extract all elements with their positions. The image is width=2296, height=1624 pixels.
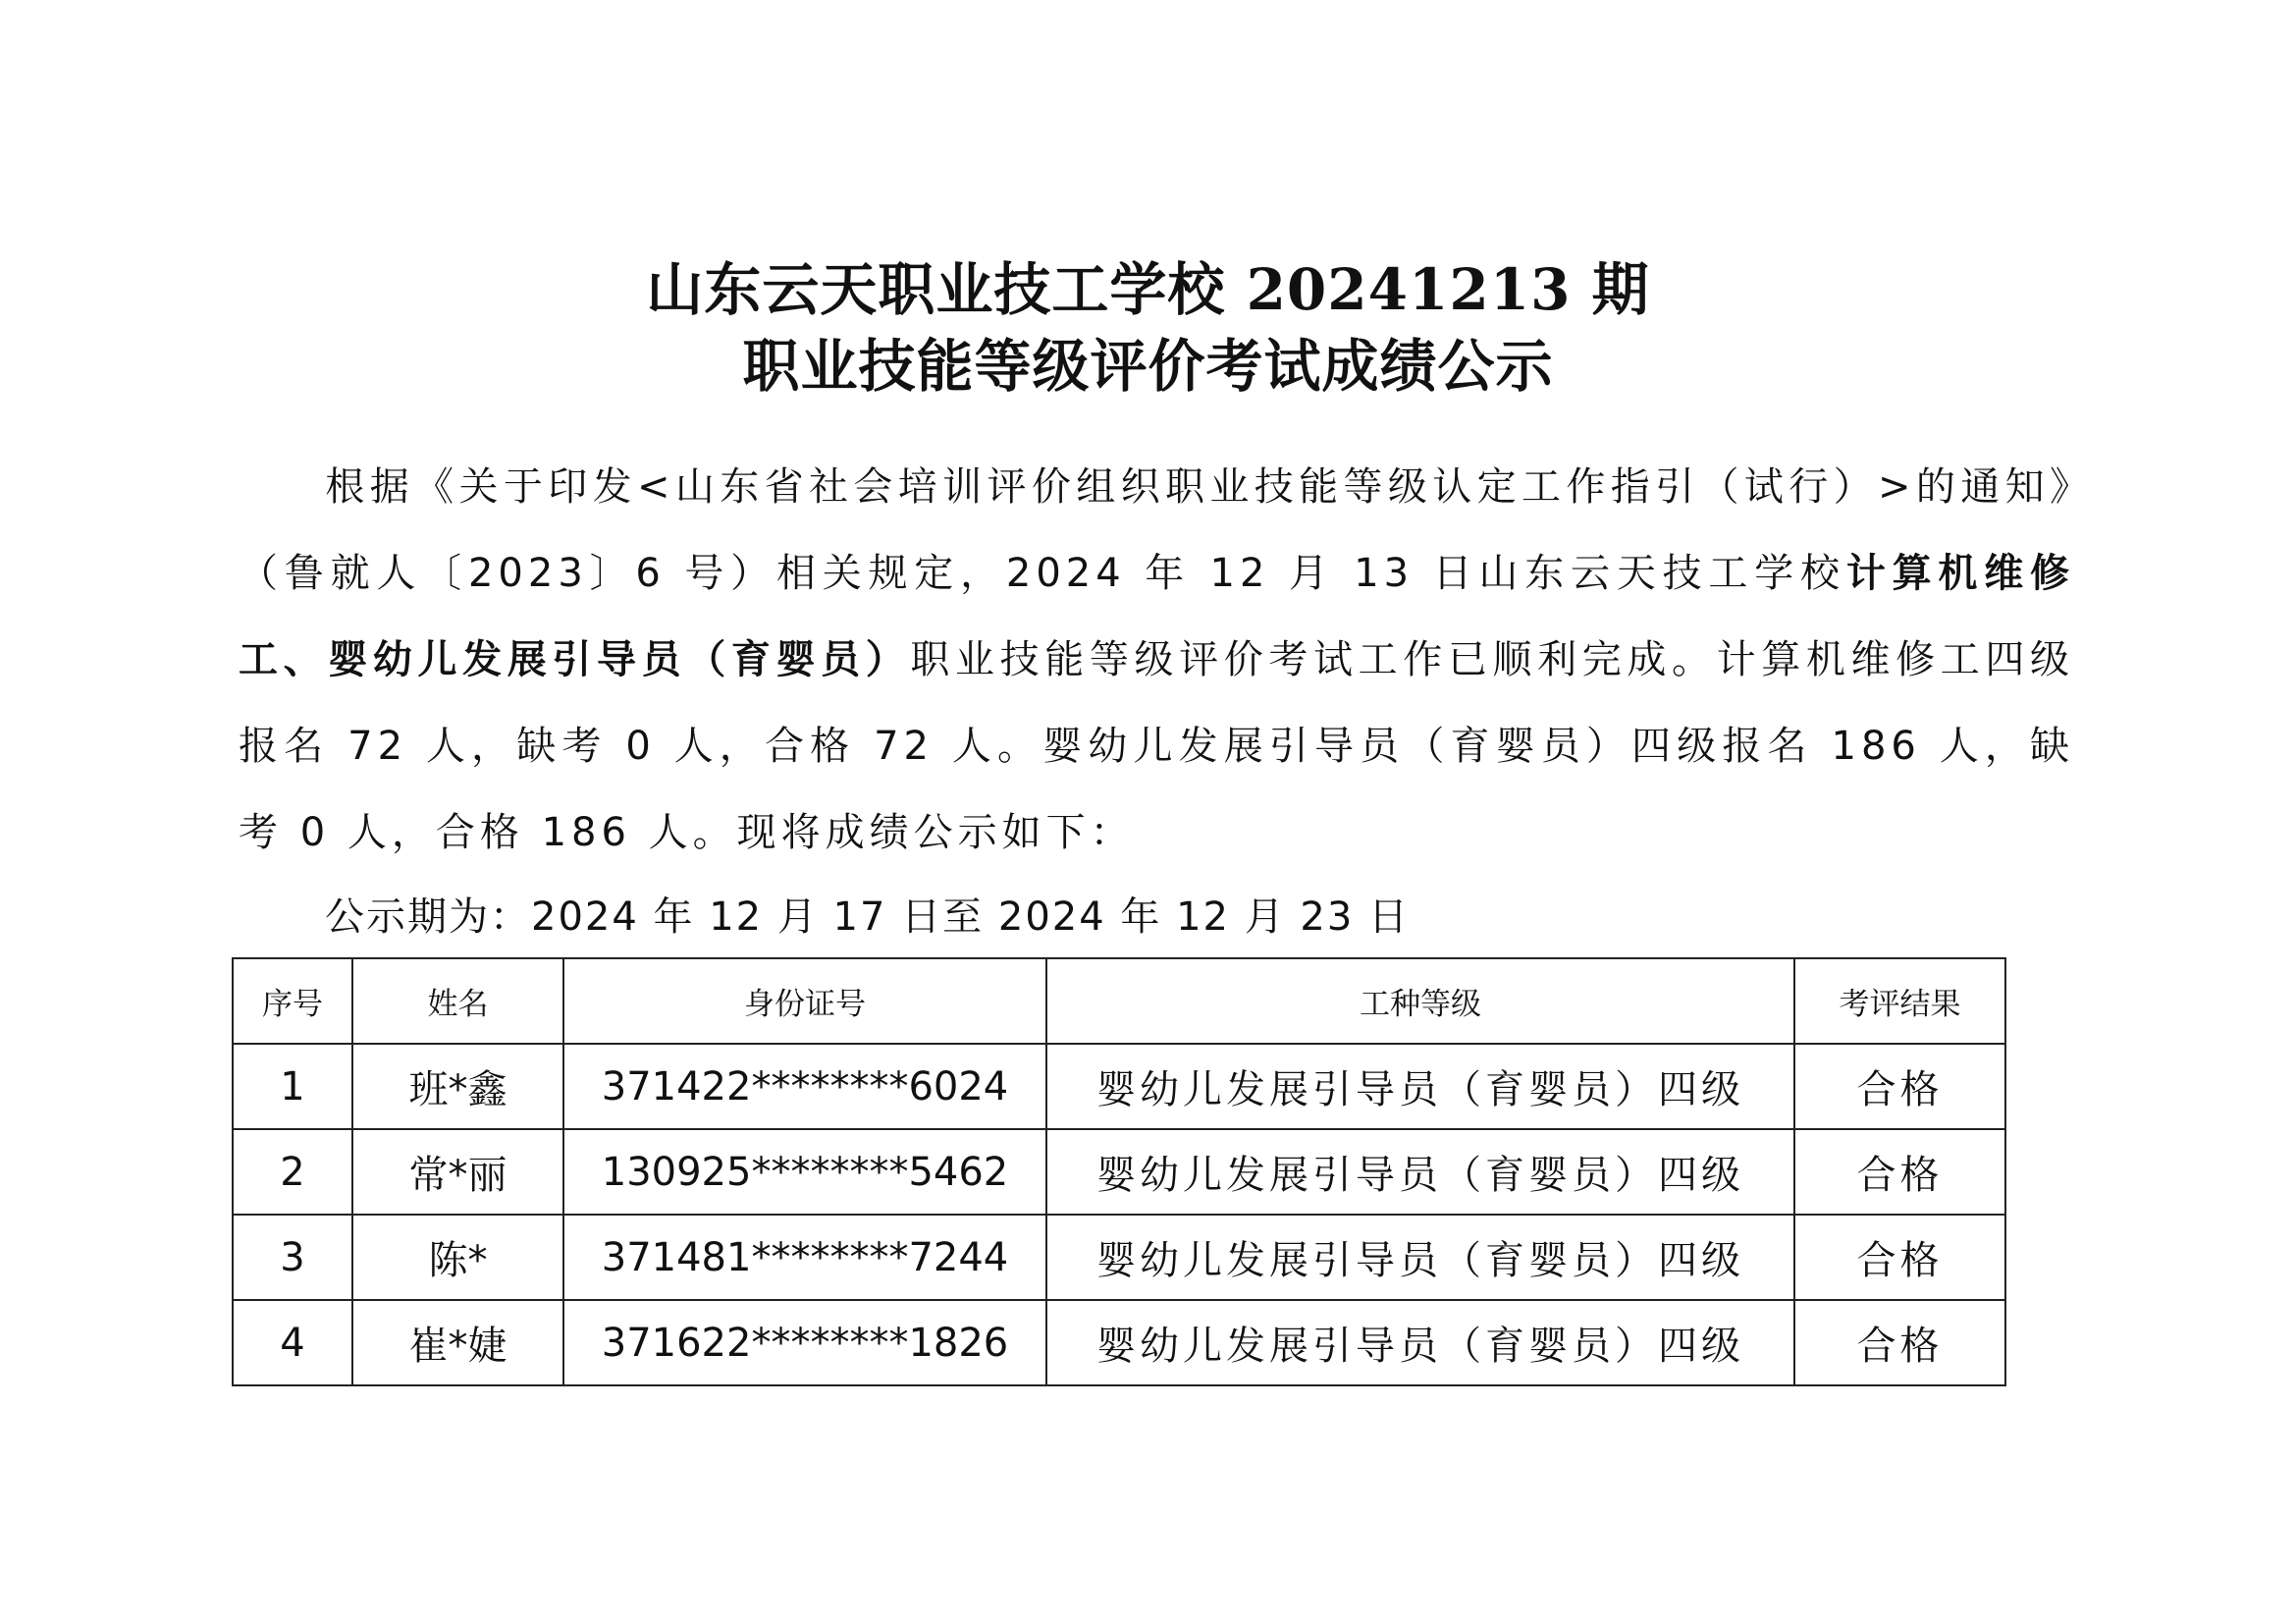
cell-result: 合格 — [1794, 1300, 2005, 1385]
header-result: 考评结果 — [1794, 958, 2005, 1044]
cell-occupation-level: 婴幼儿发展引导员（育婴员）四级 — [1046, 1044, 1794, 1129]
table-header-row — [233, 958, 2005, 1044]
header-name: 姓名 — [352, 958, 563, 1044]
cell-index: 4 — [233, 1300, 352, 1385]
header-index: 序号 — [233, 958, 352, 1044]
header-occupation-level: 工种等级 — [1046, 958, 1794, 1044]
cell-occupation-level: 婴幼儿发展引导员（育婴员）四级 — [1046, 1129, 1794, 1215]
table-row — [233, 1215, 2005, 1300]
table-row — [233, 1300, 2005, 1385]
cell-index: 2 — [233, 1129, 352, 1215]
header-id-number: 身份证号 — [563, 958, 1046, 1044]
intro-text-bold-occupations: 计算机维修工、婴幼儿发展引导员（育婴员） — [239, 551, 2074, 682]
cell-result: 合格 — [1794, 1215, 2005, 1300]
cell-index: 1 — [233, 1044, 352, 1129]
intro-text-part-2: 职业技能等级评价考试工作已顺利完成。计算机维修工四级报名 72 人，缺考 0 人，合格 72 人。婴幼儿发展引导员（育婴员）四级报名 186 人，缺考 0 人，合格 186 人。现将成绩公示如下： — [239, 637, 2074, 855]
document-title-line-2: 职业技能等级评价考试成绩公示 — [742, 333, 1554, 400]
cell-id-number: 130925********5462 — [563, 1129, 1046, 1215]
cell-name: 常*丽 — [352, 1129, 563, 1215]
publicity-period: 公示期为：2024 年 12 月 17 日至 2024 年 12 月 23 日 — [325, 894, 1411, 940]
document-title-line-1: 山东云天职业技工学校 20241213 期 — [646, 256, 1650, 323]
cell-name: 崔*婕 — [352, 1300, 563, 1385]
cell-occupation-level: 婴幼儿发展引导员（育婴员）四级 — [1046, 1300, 1794, 1385]
cell-name: 班*鑫 — [352, 1044, 563, 1129]
intro-paragraph — [239, 444, 2074, 876]
cell-id-number: 371422********6024 — [563, 1044, 1046, 1129]
intro-text-part-1: 根据《关于印发<山东省社会培训评价组织职业技能等级认定工作指引（试行）>的通知》（鲁就人〔2023〕6 号）相关规定，2024 年 12 月 13 日山东云天技工学校 — [239, 464, 2074, 596]
cell-index: 3 — [233, 1215, 352, 1300]
cell-result: 合格 — [1794, 1044, 2005, 1129]
cell-id-number: 371481********7244 — [563, 1215, 1046, 1300]
results-table — [232, 957, 2006, 1386]
cell-id-number: 371622********1826 — [563, 1300, 1046, 1385]
cell-result: 合格 — [1794, 1129, 2005, 1215]
table-row — [233, 1044, 2005, 1129]
cell-name: 陈* — [352, 1215, 563, 1300]
table-row — [233, 1129, 2005, 1215]
cell-occupation-level: 婴幼儿发展引导员（育婴员）四级 — [1046, 1215, 1794, 1300]
